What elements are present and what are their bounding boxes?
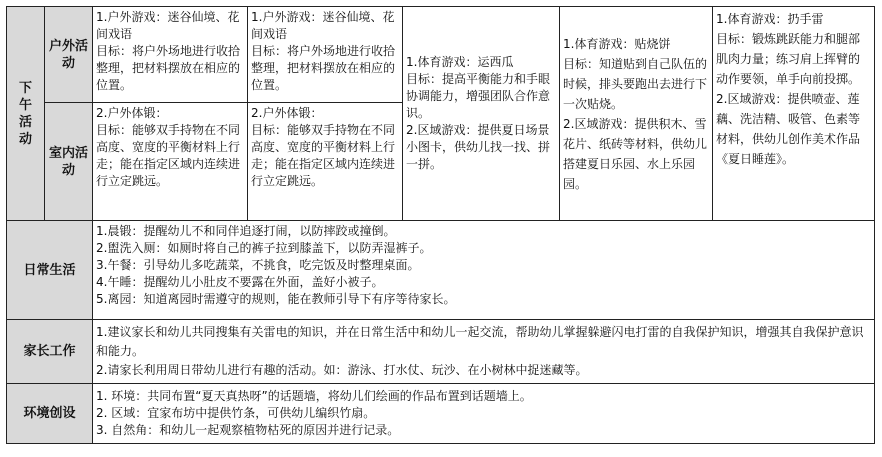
col1-indoor-title: 2.户外体锻： <box>96 106 168 120</box>
daily-life-header: 日常生活 <box>7 221 93 320</box>
afternoon-col5 <box>713 7 875 221</box>
col2-outdoor-goal: 目标：将户外场地进行收拾整理，把材料摆放在相应的位置。 <box>251 44 396 92</box>
environment-header: 环境创设 <box>7 384 93 444</box>
weekly-plan-table <box>6 6 875 444</box>
afternoon-col2-outdoor <box>248 7 403 103</box>
family-work-content <box>93 320 875 384</box>
family-work-row <box>7 320 875 384</box>
environment-row <box>7 384 875 444</box>
family-work-header: 家长工作 <box>7 320 93 384</box>
col3-area-game: 2.区域游戏：提供夏日场景小图卡，供幼儿找一找、拼一拼。 <box>406 123 551 171</box>
afternoon-col1-indoor <box>93 103 248 221</box>
environment-item-area: 2. 区域：宜家布坊中提供竹条，可供幼儿编织竹扇。 <box>96 406 376 420</box>
outdoor-activity-header: 户外活动 <box>45 7 93 103</box>
col4-sport-game: 1.体育游戏：贴烧饼 <box>563 36 671 51</box>
daily-life-row <box>7 221 875 320</box>
afternoon-col3 <box>403 7 560 221</box>
family-item-1: 1.建议家长和幼儿共同搜集有关雷电的知识，并在日常生活中和幼儿一起交流，帮助幼儿掌握躲避闪电打雷的自我保护知识，增强其自我保护意识和能力。 <box>96 325 864 358</box>
col1-outdoor-game: 1.户外游戏：迷谷仙境、花间戏语 <box>96 10 240 41</box>
afternoon-outdoor-row <box>7 7 875 103</box>
daily-item-lunch: 3.午餐：引导幼儿多吃蔬菜，不挑食，吃完饭及时整理桌面。 <box>96 258 420 272</box>
daily-item-washroom: 2.盥洗入厕：如厕时将自己的裤子拉到膝盖下，以防弄湿裤子。 <box>96 241 432 255</box>
col2-outdoor-game: 1.户外游戏：迷谷仙境、花间戏语 <box>251 10 395 41</box>
daily-item-nap: 4.午睡：提醒幼儿小肚皮不要露在外面，盖好小被子。 <box>96 275 384 289</box>
col2-indoor-goal: 目标：能够双手持物在不同高度、宽度的平衡材料上行走；能在指定区域内连续进行立定跳远。 <box>251 123 396 188</box>
indoor-activity-header: 室内活动 <box>45 103 93 221</box>
col4-sport-goal: 目标：知道贴到自己队伍的时候，排头要跑出去进行下一次贴烧。 <box>563 56 708 111</box>
col5-sport-goal: 目标：锻炼跳跃能力和腿部肌肉力量；练习肩上挥臂的动作要领，单手向前投掷。 <box>716 32 861 86</box>
afternoon-col4 <box>560 7 713 221</box>
col5-sport-game: 1.体育游戏：扔手雷 <box>716 12 824 26</box>
col1-indoor-goal: 目标：能够双手持物在不同高度、宽度的平衡材料上行走；能在指定区域内连续进行立定跳远。 <box>96 123 241 188</box>
environment-item-wall: 1. 环境：共同布置“夏天真热呀”的话题墙，将幼儿们绘画的作品布置到话题墙上。 <box>96 389 532 403</box>
daily-item-morning: 1.晨锻：提醒幼儿不和同伴追逐打闹，以防摔跤或撞倒。 <box>96 224 396 238</box>
afternoon-col2-indoor <box>248 103 403 221</box>
family-item-2: 2.请家长利用周日带幼儿进行有趣的活动。如：游泳、打水仗、玩沙、在小树林中捉迷藏等。 <box>96 363 588 377</box>
col4-area-game: 2.区域游戏：提供积木、雪花片、纸砖等材料，供幼儿搭建夏日乐园、水上乐园园。 <box>563 116 708 191</box>
col2-indoor-title: 2.户外体锻： <box>251 106 323 120</box>
environment-item-nature: 3. 自然角：和幼儿一起观察植物枯死的原因并进行记录。 <box>96 423 400 437</box>
daily-life-content <box>93 221 875 320</box>
col5-area-game: 2.区域游戏：提供喷壶、莲藕、洗洁精、吸管、色素等材料，供幼儿创作美术作品《夏日睡莲》。 <box>716 92 861 166</box>
environment-content <box>93 384 875 444</box>
daily-item-leaving: 5.离园：知道离园时需遵守的规则，能在教师引导下有序等待家长。 <box>96 292 456 306</box>
afternoon-col1-outdoor <box>93 7 248 103</box>
col1-outdoor-goal: 目标：将户外场地进行收拾整理，把材料摆放在相应的位置。 <box>96 44 241 92</box>
col3-sport-goal: 目标：提高平衡能力和手眼协调能力，增强团队合作意识。 <box>406 72 551 120</box>
col3-sport-game: 1.体育游戏：运西瓜 <box>406 55 514 69</box>
afternoon-activity-header: 下午活动 <box>7 7 45 221</box>
